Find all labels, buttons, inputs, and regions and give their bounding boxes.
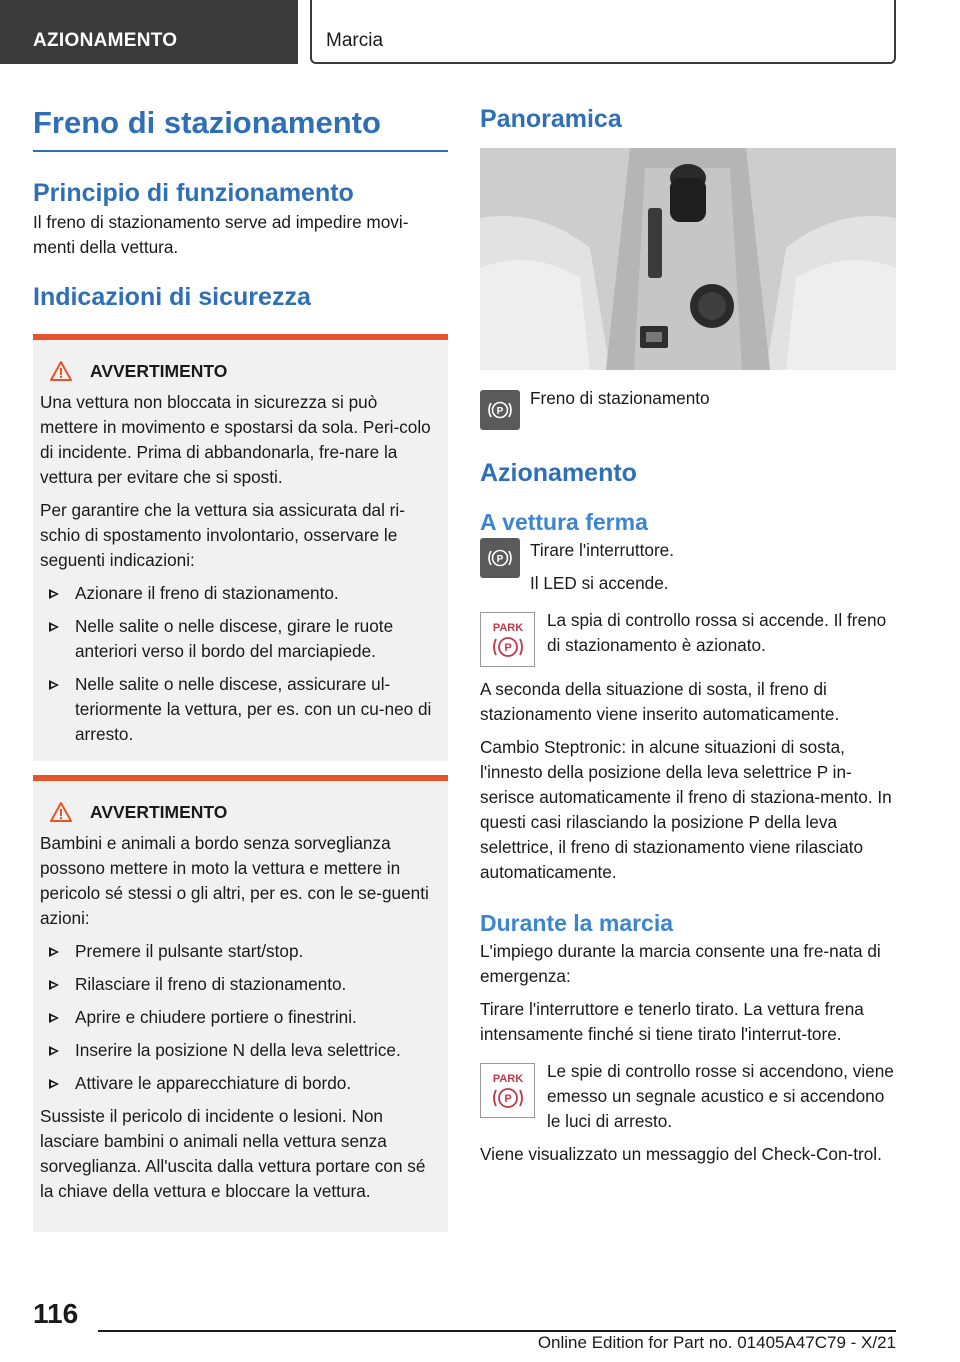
svg-text:P: P (496, 554, 504, 565)
stopped-row (480, 538, 896, 596)
svg-text:P: P (496, 406, 504, 417)
button-caption: Freno di stazionamento (530, 388, 710, 408)
park-text-1: La spia di controllo rossa si accende. Il freno di stazionamento è azionato. (547, 610, 887, 655)
svg-text:PARK: PARK (492, 621, 523, 634)
chapter-tab (310, 0, 896, 64)
warning-2-text: Bambini e animali a bordo senza sorveglianza possono mettere in moto la vettura e mettere in pericolo sé stessi o gli altri, per es. con le se-guenti azioni: (40, 833, 429, 928)
parking-brake-button-icon (480, 538, 520, 578)
parking-brake-button-icon (480, 390, 520, 430)
bullet-triangle-icon (49, 589, 59, 599)
list-item: Rilasciare il freno di stazionamento. (40, 972, 440, 997)
page-number: 116 (33, 1298, 79, 1329)
list-item: Nelle salite o nelle discese, girare le ruote anteriori verso il bordo del marciapiede. (40, 614, 440, 664)
warning-2-list (40, 939, 440, 1096)
bullet-triangle-icon (49, 1046, 59, 1056)
svg-text:P: P (503, 641, 512, 654)
center-console-photo (480, 148, 896, 370)
footer-divider (98, 1330, 896, 1332)
park-warning-icon (480, 612, 535, 667)
svg-text:PARK: PARK (492, 1072, 523, 1085)
bullet-triangle-icon (49, 680, 59, 690)
section-tab (0, 0, 298, 64)
park-indicator-row-2 (480, 1063, 896, 1134)
right-column (480, 100, 896, 1167)
warning-title-2: AVVERTIMENTO (40, 799, 440, 825)
warning-1-list (40, 581, 440, 747)
warning-triangle-icon (50, 802, 72, 822)
auto-text-2: Cambio Steptronic: in alcune situazioni di sosta, l'innesto della posizione della leva selettrice P in-serisce automaticamente il freno di staziona-mento. In questi casi rilasciando la posizione P della leva selettrice, il freno di stazionamento viene rilasciato automaticamente. (480, 737, 892, 882)
page-title: Freno di stazionamento (33, 100, 448, 152)
overview-heading: Panoramica (480, 105, 622, 133)
svg-text:P: P (503, 1092, 512, 1105)
operation-heading: Azionamento (480, 459, 637, 487)
warning-2-text-2: Sussiste il pericolo di incidente o lesioni. Non lasciare bambini o animali nella vettura senza sorveglianza. All'uscita dalla vettura portare con sé la chiave della vettura e bloccare la vettura. (40, 1106, 426, 1201)
driving-text-1: L'impiego durante la marcia consente una fre-nata di emergenza: (480, 941, 881, 986)
stopped-text-1: Tirare l'interruttore. (530, 540, 675, 560)
list-item: Inserire la posizione N della leva selettrice. (40, 1038, 440, 1063)
bullet-triangle-icon (49, 1079, 59, 1089)
warning-box-2 (33, 775, 448, 1232)
park-indicator-row-1 (480, 612, 896, 667)
stopped-text-2: Il LED si accende. (530, 573, 669, 593)
list-item: Aprire e chiudere portiere o finestrini. (40, 1005, 440, 1030)
park-warning-icon (480, 1063, 535, 1118)
principle-heading: Principio di funzionamento (33, 179, 354, 207)
driving-heading: Durante la marcia (480, 910, 674, 936)
list-item: Attivare le apparecchiature di bordo. (40, 1071, 440, 1096)
left-column (33, 100, 448, 1232)
warning-box-1 (33, 334, 448, 761)
warning-title-1: AVVERTIMENTO (40, 358, 440, 384)
warning-triangle-icon (50, 361, 72, 381)
driving-text-3: Viene visualizzato un messaggio del Check-Con-trol. (480, 1144, 882, 1164)
bullet-triangle-icon (49, 1013, 59, 1023)
bullet-triangle-icon (49, 947, 59, 957)
bullet-triangle-icon (49, 980, 59, 990)
principle-text: Il freno di stazionamento serve ad impedire movi-menti della vettura. (33, 212, 409, 257)
warning-1-text-2: Per garantire che la vettura sia assicurata dal ri-schio di spostamento involontario, osservare le seguenti indicazioni: (40, 500, 405, 570)
safety-heading: Indicazioni di sicurezza (33, 283, 311, 311)
park-text-2: Le spie di controllo rosse si accendono, viene emesso un segnale acustico e si accendono le luci di arresto. (547, 1061, 894, 1131)
list-item: Nelle salite o nelle discese, assicurare ul-teriormente la vettura, per es. con un cu-neo di arresto. (40, 672, 440, 747)
section-label: AZIONAMENTO (33, 30, 178, 51)
console-illustration (480, 148, 896, 370)
bullet-triangle-icon (49, 622, 59, 632)
warning-1-text: Una vettura non bloccata in sicurezza si può mettere in movimento e spostarsi da sola. Peri-colo di incidente. Prima di abbandonarla, fre-nare la vettura per evitare che si sposti. (40, 392, 431, 487)
list-item: Azionare il freno di stazionamento. (40, 581, 440, 606)
button-caption-row (480, 390, 896, 430)
stopped-heading: A vettura ferma (480, 509, 648, 535)
driving-text-2: Tirare l'interruttore e tenerlo tirato. La vettura frena intensamente finché si tiene tirato l'interrut-tore. (480, 999, 864, 1044)
chapter-label: Marcia (326, 30, 384, 51)
auto-text-1: A seconda della situazione di sosta, il freno di stazionamento viene inserito automaticamente. (480, 679, 840, 724)
list-item: Premere il pulsante start/stop. (40, 939, 440, 964)
edition-text: Online Edition for Part no. 01405A47C79 - X/21 (537, 1333, 896, 1352)
